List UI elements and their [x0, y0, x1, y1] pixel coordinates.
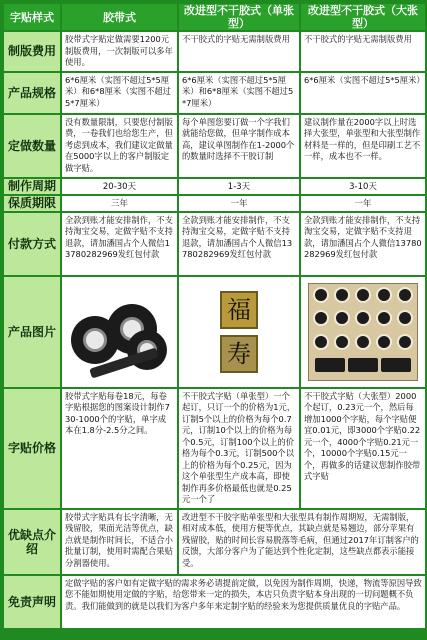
row-fee-label: 制版费用 [4, 32, 60, 71]
warranty-tape: 三年 [62, 196, 177, 211]
fee-tape: 胶带式字贴定做需要1200元制版费用，一次制版可以多年使用。 [62, 32, 177, 71]
row-payment-label: 付款方式 [4, 213, 60, 275]
tape-roll-image [62, 277, 177, 387]
header-single-sticker-type: 改进型不干胶式（单张型） [179, 4, 299, 30]
row-images-label: 产品图片 [4, 277, 60, 387]
cycle-single: 1-3天 [179, 179, 299, 194]
cycle-large: 3-10天 [301, 179, 425, 194]
warranty-large: 一年 [301, 196, 425, 211]
row-pros [4, 510, 425, 574]
qty-single: 每个单图您要订做一个字我们就能给您做，但单字制作成本高，建议单图制作在1-2000个的数量时选择不干胶订制 [179, 115, 299, 177]
row-disclaimer-label: 免责声明 [4, 576, 60, 628]
header-tape-type: 胶带式 [62, 4, 177, 30]
price-single: 不干胶式字贴（单张型）一个起订，只订一个的价格为1元，订制5个以上的价格为每个0.7元，订制10个以上的价格为每个0.5元，订制100个以上的价格为每个0.3元，订制500个以上的价格为每个0.25元，因为这个单张型生产成本高，即使制作再多价格最低也就是0.25元一个了 [179, 389, 299, 508]
row-fee [4, 32, 425, 71]
qty-large: 建议制作量在2000字以上时选择大张型，单张型和大张型制作材料是一样的，但是印刷工艺不一样，成本也不一样。 [301, 115, 425, 177]
comparison-table [2, 2, 427, 630]
row-cycle-label: 制作周期 [4, 179, 60, 194]
pros-tape: 胶带式字贴具有长字清晰，无残留胶，果面光洁等优点，缺点就是制作时间长，不适合小批量订制，使用时需配合果贴分割器使用。 [62, 510, 177, 574]
payment-tape: 全款到账才能安排制作，不支持淘宝交易，定做字贴不支持退款，请加潘国占个人微信13780282969发红包付款 [62, 213, 177, 275]
header-row [4, 4, 425, 30]
warranty-single: 一年 [179, 196, 299, 211]
price-tape: 胶带式字贴每卷18元，每卷字贴根据您的图案设计制作730-1000个的字贴，单字成本在1.8分-2.5分之间。 [62, 389, 177, 508]
row-price [4, 389, 425, 508]
row-warranty-label: 保质期限 [4, 196, 60, 211]
row-images [4, 277, 425, 387]
fu-sticker-icon: 福 [220, 291, 258, 329]
cycle-tape: 20-30天 [62, 179, 177, 194]
fee-single: 不干胶式的字贴无需制版费用 [179, 32, 299, 71]
price-large: 不干胶式字贴（大张型）2000个起订，0.23元一个，然后每增加1000个字贴，每个字贴便宜0.01元，即3000个字贴0.22元一个，4000个字贴0.21元一个，10000个字贴0.15元一个，再做多的话建议您制作胶带式字贴 [301, 389, 425, 508]
single-sticker-image [179, 277, 299, 387]
row-cycle [4, 179, 425, 194]
header-style-label: 字贴样式 [4, 4, 60, 30]
spec-large: 6*6厘米（实图不超过5*5厘米） [301, 73, 425, 113]
disclaimer-text: 定做字贴的客户如有定做字贴的需求务必请提前定做，以免因为制作周期，快递，物流等原因导致您不能如期使用定做的字贴，给您带来一定的损失，本店只负责字贴本身出现的一切问题概不负责。我们能做到的就是以我们为客户多年来定制字贴的经验来为您提供质量优良的字贴产品。 [62, 576, 425, 628]
pros-sticker: 改进型不干胶字贴单张型和大张型具有制作周期短，无需制版，相对成本低，使用方便等优点，其缺点就是易翘边，部分苹果有残留胶，贴的时间长容易脱落等毛病，但通过2017年订制客户的反馈，大部分客户为了能达到个性化定制，这些缺点都表示能接受。 [179, 510, 425, 574]
row-qty-label: 定做数量 [4, 115, 60, 177]
row-spec [4, 73, 425, 113]
payment-single: 全款到账才能安排制作，不支持淘宝交易，定做字贴不支持退款，请加潘国占个人微信13780282969发红包付款 [179, 213, 299, 275]
large-sticker-sheet-image [301, 277, 425, 387]
row-price-label: 字贴价格 [4, 389, 60, 508]
header-large-sticker-type: 改进型不干胶式（大张型） [301, 4, 425, 30]
row-warranty [4, 196, 425, 211]
row-qty [4, 115, 425, 177]
row-payment [4, 213, 425, 275]
row-spec-label: 产品规格 [4, 73, 60, 113]
payment-large: 全款到账才能安排制作，不支持淘宝交易，定做字贴不支持退款，请加潘国占个人微信13780282969发红包付款 [301, 213, 425, 275]
spec-tape: 6*6厘米（实图不超过5*5厘米）和6*8厘米（实图不超过5*7厘米） [62, 73, 177, 113]
spec-single: 6*6厘米（实图不超过5*5厘米）和6*8厘米（实图不超过5*7厘米） [179, 73, 299, 113]
row-disclaimer [4, 576, 425, 628]
qty-tape: 没有数量限制，只要您付制版费，一卷我们也给您生产，但考虑到成本，我们建议定做量在5000字以上的客户制版定做字贴。 [62, 115, 177, 177]
shou-sticker-icon: 寿 [220, 335, 258, 373]
fee-large: 不干胶式的字贴无需制版费用 [301, 32, 425, 71]
row-pros-label: 优缺点介绍 [4, 510, 60, 574]
